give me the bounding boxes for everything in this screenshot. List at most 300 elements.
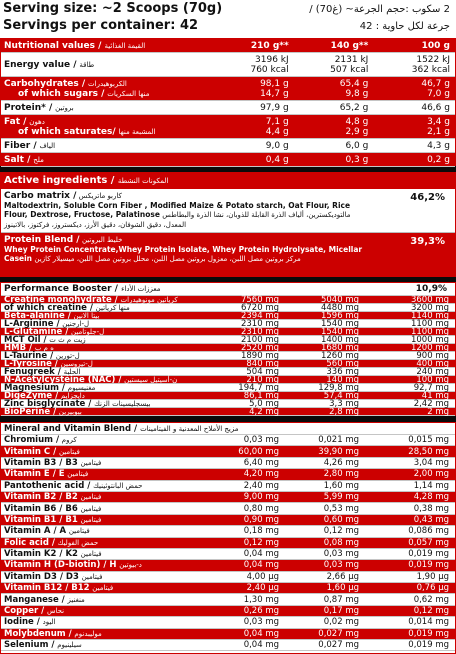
- ingredient-value: 1890 mg: [240, 350, 279, 361]
- carbo-name: Carbo matrix /: [4, 191, 77, 201]
- ingredient-value: 2100 mg: [240, 334, 279, 345]
- ingredient-name: N-Acétylcystéine (NAC) /: [4, 374, 122, 385]
- protein-pct: 39,3%: [410, 236, 445, 247]
- ingredient-value: 2,66 µg: [326, 571, 359, 582]
- value-line: 1522 kJ: [416, 54, 450, 65]
- ingredient-name: Pantothenic acid /: [4, 480, 91, 491]
- ingredient-value: 5040 mg: [320, 294, 359, 305]
- ingredient-value: 0,027 mg: [318, 640, 359, 651]
- ingredient-value: 1400 mg: [320, 334, 359, 345]
- ingredient-value: 1680 mg: [320, 342, 359, 353]
- value-line: 0,4 g: [265, 154, 289, 165]
- ingredient-label: [1, 538, 196, 548]
- ingredient-row: [1, 538, 455, 549]
- ingredient-label: [1, 504, 196, 514]
- nutrition-value: [294, 141, 374, 151]
- ingredient-name-ar: موليبدنوم: [74, 629, 102, 638]
- nutrition-value: [373, 55, 455, 75]
- value-line: 3,4 g: [427, 116, 450, 127]
- nutrient-name-ar: طاقة: [79, 60, 95, 69]
- ingredient-value: 0,015 mg: [408, 435, 449, 446]
- ingredient-name-ar: بيسجليسينات الزنك: [94, 399, 151, 408]
- ingredient-value: 7560 mg: [240, 294, 279, 305]
- nutrition-value: [373, 79, 455, 99]
- nutrition-row: [1, 139, 455, 153]
- sub-value: 4,4 g: [265, 126, 289, 137]
- minerals-title: Mineral and Vitamin Blend /: [4, 423, 138, 434]
- ingredient-name: Vitamin B6 / B6: [4, 503, 78, 514]
- ingredient-value: 92,7 mg: [413, 382, 449, 393]
- ingredient-label: [1, 560, 196, 570]
- ingredient-value: 2394 mg: [240, 310, 279, 321]
- value-line: 7,1 g: [265, 116, 289, 127]
- ingredient-name-ar: مغنيسيوم: [67, 383, 96, 392]
- ingredient-name: Vitamin K2 / K2: [4, 549, 78, 560]
- ingredient-name: Vitamin C /: [4, 446, 57, 457]
- ingredient-name: Folic acid /: [4, 537, 55, 548]
- ingredient-name-ar: فيتامين: [58, 447, 80, 456]
- ingredient-value: 1,60 µg: [326, 583, 359, 594]
- ingredient-row: [1, 481, 455, 492]
- ingredient-label: [1, 469, 196, 479]
- ingredient-value: 100 mg: [416, 374, 449, 385]
- ingredient-label: [1, 492, 196, 502]
- ingredient-value: 0,04 mg: [243, 560, 279, 571]
- nutrition-head: Nutritional values / القيمة الغذائية 210 g** 140 g** 100 g: [1, 39, 455, 53]
- ingredient-value: 9,00 mg: [243, 492, 279, 503]
- protein-name: Protein Blend /: [4, 235, 80, 245]
- ingredient-value: 2,80 mg: [323, 469, 359, 480]
- ingredient-value: 0,021 mg: [318, 435, 359, 446]
- nutrition-label: [1, 79, 214, 99]
- ingredient-name-ar: فيتامين: [80, 458, 102, 467]
- ingredient-row: [1, 572, 455, 583]
- ingredient-row: [1, 617, 455, 628]
- ingredient-value: 0,38 mg: [413, 503, 449, 514]
- nutrition-value: [214, 155, 294, 165]
- value-line: 2131 kJ: [334, 54, 369, 65]
- nutrition-value: [214, 141, 294, 151]
- ingredient-row: [1, 469, 455, 480]
- col-100g: 100 g: [421, 40, 450, 51]
- ingredient-name-ar: نحاس: [46, 607, 65, 616]
- ingredient-value: 0,26 mg: [243, 606, 279, 617]
- ingredient-value: 2310 mg: [240, 318, 279, 329]
- ingredient-value: 3600 mg: [410, 294, 449, 305]
- ingredient-value: 1140 mg: [410, 310, 449, 321]
- ingredient-value: 28,50 mg: [408, 446, 449, 457]
- ingredient-name: L-Glutamine /: [4, 326, 69, 337]
- sub-value: 9,8 g: [345, 88, 369, 99]
- ingredient-value: 1540 mg: [320, 326, 359, 337]
- ingredient-value: 0,019 mg: [408, 628, 449, 639]
- ingredient-value: 1000 mg: [410, 334, 449, 345]
- carbo-desc-ar: مالتوديكسترين، ألياف الذرة القابلة للذوبان، نشا الذرة والبطاطس المعدل، دقيق الشوفان، دقيق الأرز، ديكستروز، فركتوز، بالاتينوز: [4, 211, 351, 229]
- value-line: 0,2 g: [427, 154, 450, 165]
- ingredient-label: [1, 458, 196, 468]
- ingredient-name: Beta-alanine /: [4, 310, 71, 321]
- ingredient-name-ar: فيتامين: [81, 572, 103, 581]
- ingredient-value: 0,12 mg: [323, 526, 359, 537]
- nutrition-label: [1, 155, 214, 165]
- performance-booster: [0, 282, 456, 416]
- ingredient-value: 4,00 µg: [246, 571, 279, 582]
- ingredient-value: 1260 mg: [320, 350, 359, 361]
- ingredient-value: 1,60 mg: [323, 480, 359, 491]
- minerals-head: [1, 423, 455, 435]
- ingredient-name-ar: ل-جلوتامين: [71, 327, 105, 336]
- ingredient-value: 5,99 mg: [323, 492, 359, 503]
- ingredient-value: 2,40 mg: [243, 480, 279, 491]
- value-line: 0,3 g: [345, 154, 369, 165]
- carbo-pct: 46,2%: [410, 192, 445, 203]
- ingredient-value: 0,04 mg: [243, 640, 279, 651]
- nutrition-label: [1, 141, 214, 151]
- value-line: 46,7 g: [421, 78, 450, 89]
- ingredient-name-ar: فيتامين: [92, 584, 114, 593]
- nutrition-value: [294, 55, 374, 75]
- ingredient-value: 560 mg: [326, 358, 359, 369]
- serving-size: Serving size: ~2 Scoops (70g): [3, 1, 223, 16]
- ingredient-value: 1200 mg: [410, 342, 449, 353]
- ingredient-value: 0,019 mg: [408, 560, 449, 571]
- ingredient-value: 0,02 mg: [323, 617, 359, 628]
- booster-title-ar: معززات الأداء: [121, 285, 161, 293]
- ingredient-value: 0,60 mg: [323, 514, 359, 525]
- mineral-vitamin-blend: [0, 422, 456, 654]
- ingredient-value: 1596 mg: [320, 310, 359, 321]
- ingredient-name: Iodine /: [4, 617, 40, 628]
- ingredient-name-ar: كرياتين مونوهيدرات: [120, 295, 178, 304]
- ingredient-name: Manganese /: [4, 594, 65, 605]
- ingredient-label: [1, 407, 196, 417]
- value-line: 46,6 g: [421, 102, 450, 113]
- ingredient-value: 2,42 mg: [413, 398, 449, 409]
- ingredient-value: 194,7 mg: [238, 382, 279, 393]
- ingredient-value: 840 mg: [246, 358, 279, 369]
- nutrition-row: [1, 53, 455, 77]
- nutrition-value: [294, 103, 374, 113]
- ingredient-name-ar: اليود: [42, 618, 56, 627]
- ingredient-name-ar: ل-ارجنين: [62, 319, 90, 328]
- ingredient-name: Vitamin E / E: [4, 469, 65, 480]
- nutrient-name: Salt /: [4, 154, 31, 165]
- booster-rows: [1, 296, 455, 416]
- ingredient-value: 0,76 µg: [416, 583, 449, 594]
- ingredient-value: 0,03 mg: [323, 560, 359, 571]
- ingredient-row: [1, 515, 455, 526]
- ingredient-row: [1, 526, 455, 537]
- nutrient-name: Fat /: [4, 116, 27, 127]
- ingredient-value: 504 mg: [246, 366, 279, 377]
- ingredient-name: of which creatine /: [4, 302, 93, 313]
- sub-value: 14,7 g: [260, 88, 289, 99]
- minerals-title-ar: مزيج الأملاح المعدنية و الفيتامينات: [140, 424, 239, 433]
- ingredient-value: 39,90 mg: [318, 446, 359, 457]
- value-line: 98,1 g: [260, 78, 289, 89]
- nutrition-value: [294, 79, 374, 99]
- ingredient-value: 0,08 mg: [323, 537, 359, 548]
- nutrition-value: [373, 117, 455, 137]
- ingredient-value: 2,40 µg: [246, 583, 279, 594]
- ingredient-name-ar: كروم: [61, 436, 77, 445]
- ingredient-value: 0,43 mg: [413, 514, 449, 525]
- nutrition-rows: [1, 53, 455, 167]
- nutrient-name-ar: دهون: [29, 117, 45, 126]
- ingredient-value: 0,04 mg: [243, 628, 279, 639]
- ingredient-value: 2,8 mg: [329, 406, 359, 417]
- protein-desc: Whey Protein Concentrate,Whey Protein Isolate, Whey Protein Hydrolysate, Micellar Casein: [4, 245, 363, 263]
- ingredient-name-ar: منغنيز: [67, 595, 85, 604]
- ingredient-value: 3200 mg: [410, 302, 449, 313]
- ingredient-name: Vitamin B1 / B1: [4, 514, 78, 525]
- ingredient-value: 2520 mg: [240, 342, 279, 353]
- booster-title: Performance Booster /: [4, 284, 118, 294]
- ingredient-value: 1,90 µg: [416, 571, 449, 582]
- nutrient-name: Energy value /: [4, 59, 77, 70]
- nutrition-value: [373, 103, 455, 113]
- ingredient-name: MCT Oil /: [4, 334, 47, 345]
- servings-per-container: Servings per container: 42: [3, 18, 199, 33]
- ingredient-value: 6720 mg: [240, 302, 279, 313]
- ingredient-value: 0,53 mg: [323, 503, 359, 514]
- ingredient-name: Zinc bisglycinate /: [4, 398, 92, 409]
- ingredient-value: 0,80 mg: [243, 503, 279, 514]
- carbo-matrix: [1, 189, 455, 233]
- value-line: 3196 kJ: [255, 54, 289, 65]
- ingredient-name: Vitamin B3 / B3: [4, 457, 78, 468]
- ingredient-value: 0,019 mg: [408, 640, 449, 651]
- serving-header: [0, 0, 456, 38]
- ingredient-value: 1100 mg: [410, 318, 449, 329]
- ingredient-value: 400 mg: [416, 358, 449, 369]
- ingredient-name: Vitamin H (D-biotin) / H: [4, 560, 117, 571]
- ingredient-value: 3,3 mg: [329, 398, 359, 409]
- ingredient-value: 5,0 mg: [249, 398, 279, 409]
- ingredient-name-ar: الحلبة: [63, 367, 81, 376]
- ingredient-value: 0,17 mg: [323, 606, 359, 617]
- value-line: 97,9 g: [260, 102, 289, 113]
- ingredient-name: HMB /: [4, 342, 33, 353]
- ingredient-value: 140 mg: [326, 374, 359, 385]
- nutrition-table: [0, 38, 456, 166]
- ingredient-name: L-Tyrosine /: [4, 358, 58, 369]
- ingredient-value: 1,30 mg: [243, 594, 279, 605]
- ingredient-label: [1, 617, 196, 627]
- ingredient-name-ar: دايجزايم: [60, 391, 85, 400]
- ingredient-name-ar: حمض الفوليك: [57, 538, 99, 547]
- ingredient-value: 2 mg: [427, 406, 449, 417]
- nutrient-name-ar: الكربوهيدرات: [88, 79, 127, 88]
- ingredient-value: 0,12 mg: [243, 537, 279, 548]
- col-210g: 210 g**: [250, 40, 289, 51]
- nutrient-name: Fiber /: [4, 140, 37, 151]
- nutrition-value: [214, 103, 294, 113]
- nutrition-label: [1, 103, 214, 113]
- ingredient-value: 1540 mg: [320, 318, 359, 329]
- ingredient-name: L-Taurine /: [4, 350, 54, 361]
- ingredient-name: Fenugreek /: [4, 366, 61, 377]
- ingredient-name-ar: ل-تيروسين: [60, 359, 93, 368]
- protein-name-ar: خليط البروتين: [81, 236, 123, 244]
- ingredient-value: 57,4 mg: [323, 390, 359, 401]
- active-title-ar: المكونات النشطة: [117, 177, 169, 185]
- ingredient-value: 0,90 mg: [243, 514, 279, 525]
- ingredient-value: 6,40 mg: [243, 457, 279, 468]
- ingredient-name-ar: منها كرياتين: [95, 303, 130, 312]
- ingredient-value: 0,03 mg: [323, 549, 359, 560]
- ingredient-value: 41 mg: [421, 390, 449, 401]
- col-140g: 140 g**: [330, 40, 369, 51]
- ingredient-row: [1, 640, 455, 651]
- sub-value: 7,0 g: [427, 88, 450, 99]
- sub-value: 2,1 g: [427, 126, 450, 137]
- nutrient-name: Carbohydrates /: [4, 78, 86, 89]
- ingredient-name-ar: حمض البانتوثينيك: [93, 481, 143, 490]
- minerals-rows: [1, 435, 455, 651]
- ingredient-name: Chromium /: [4, 435, 60, 446]
- active-ingredients: [0, 172, 456, 277]
- sub-nutrient-ar: المشبعة منها: [118, 127, 156, 136]
- ingredient-row: [1, 560, 455, 571]
- ingredient-name-ar: بيوبيرين: [58, 407, 82, 416]
- nutrition-value: [373, 141, 455, 151]
- ingredient-value: 0,014 mg: [408, 617, 449, 628]
- nutrition-title-ar: القيمة الغذائية: [104, 41, 146, 50]
- ingredient-value: 4,28 mg: [413, 492, 449, 503]
- ingredient-row: [1, 492, 455, 503]
- ingredient-name-ar: زيت م ث ت: [49, 335, 86, 344]
- ingredient-name-ar: فيتامين: [80, 493, 102, 502]
- ingredient-value: 0,027 mg: [318, 628, 359, 639]
- ingredient-value: 2310 mg: [240, 326, 279, 337]
- ingredient-value: 60,00 mg: [238, 446, 279, 457]
- ingredient-value: 0,086 mg: [408, 526, 449, 537]
- ingredient-value: 0,12 mg: [413, 606, 449, 617]
- nutrition-value: [294, 155, 374, 165]
- nutrient-name-ar: ملح: [33, 155, 44, 164]
- nutrition-value: [214, 55, 294, 75]
- value-line-2: 760 kcal: [250, 64, 289, 75]
- value-line-2: 507 kcal: [330, 64, 369, 75]
- nutrition-row: [1, 115, 455, 139]
- ingredient-value: 0,87 mg: [323, 594, 359, 605]
- ingredient-value: 0,057 mg: [408, 537, 449, 548]
- ingredient-label: [1, 481, 196, 491]
- ingredient-name: Vitamin D3 / D3: [4, 571, 79, 582]
- ingredient-label: [1, 572, 196, 582]
- ingredient-value: 3,04 mg: [413, 457, 449, 468]
- ingredient-label: [1, 447, 196, 457]
- ingredient-name-ar: فيتامين: [67, 470, 89, 479]
- ingredient-row: [1, 435, 455, 446]
- ingredient-name-ar: ه م ب: [34, 343, 54, 352]
- protein-desc-ar: مركز بروتين مصل اللبن، معزول بروتين مصل اللبن، محلل بروتين مصل اللبن، ميسيلار كازين: [34, 255, 301, 263]
- ingredient-row: [1, 458, 455, 469]
- ingredient-value: 4480 mg: [320, 302, 359, 313]
- ingredient-name: BioPerine /: [4, 406, 57, 417]
- ingredient-row: [1, 549, 455, 560]
- value-line: 9,0 g: [265, 140, 289, 151]
- nutrient-name-ar: بروتين: [55, 103, 74, 112]
- value-line: 65,4 g: [339, 78, 369, 89]
- ingredient-row: [1, 629, 455, 640]
- ingredient-name-ar: فيتامين: [80, 504, 102, 513]
- nutrition-row: [1, 77, 455, 101]
- ingredient-label: [1, 640, 196, 650]
- ingredient-value: 2,00 mg: [413, 469, 449, 480]
- ingredient-value: 1,14 mg: [413, 480, 449, 491]
- protein-blend: [1, 233, 455, 276]
- ingredient-label: [1, 526, 196, 536]
- ingredient-value: 0,04 mg: [243, 549, 279, 560]
- carbo-name-ar: كاربو ماتريكس: [78, 192, 122, 200]
- ingredient-value: 86,1 mg: [243, 390, 279, 401]
- ingredient-value: 4,26 mg: [323, 457, 359, 468]
- ingredient-name-ar: فيتامين: [80, 515, 102, 524]
- ingredient-name: L-Arginine /: [4, 318, 60, 329]
- sub-nutrient-ar: منها السكريات: [107, 89, 150, 98]
- ingredient-name-ar: سيلينيوم: [57, 641, 82, 650]
- ingredient-value: 129,8 mg: [318, 382, 359, 393]
- ingredient-name: Vitamin A / A: [4, 526, 67, 537]
- ingredient-value: 0,03 mg: [243, 617, 279, 628]
- ingredient-row: [1, 503, 455, 514]
- ingredient-value: 0,62 mg: [413, 594, 449, 605]
- ingredient-name-ar: ن-أسيتيل سيستين: [124, 375, 178, 384]
- value-line: 65,2 g: [339, 102, 369, 113]
- nutrition-row: [1, 153, 455, 167]
- ingredient-label: [1, 435, 196, 445]
- active-title: [1, 173, 455, 189]
- ingredient-value: 240 mg: [416, 366, 449, 377]
- nutrition-value: [373, 155, 455, 165]
- value-line-2: 362 kcal: [411, 64, 450, 75]
- active-title-text: Active ingredients /: [4, 175, 115, 186]
- sub-value: 2,9 g: [345, 126, 369, 137]
- ingredient-name: Vitamin B12 / B12: [4, 583, 90, 594]
- booster-pct: 10,9%: [415, 284, 447, 294]
- ingredient-row: [1, 594, 455, 605]
- ingredient-name-ar: د-بيوتين: [119, 561, 142, 570]
- ingredient-name-ar: بيتا الانين: [73, 311, 100, 320]
- nutrition-value: [214, 79, 294, 99]
- servings-ar: جرعة لكل حاوية : 42: [359, 21, 450, 32]
- carbo-desc: Maltodextrin, Soluble Corn Fiber , Modified Maize & Potato starch, Oat Flour, Rice Flour, Dextrose, Fructose, Palatinose: [4, 201, 351, 219]
- ingredient-name-ar: فيتامين: [68, 527, 90, 536]
- ingredient-label: [1, 583, 196, 593]
- value-line: 4,3 g: [427, 140, 450, 151]
- serving-size-ar: / (70غ) ~2 سكوب :حجم الجرعة: [309, 4, 450, 15]
- ingredient-row: [1, 446, 455, 457]
- sub-nutrient-name: of which sugars /: [18, 88, 105, 99]
- ingredient-label: [1, 549, 196, 559]
- nutrition-value: [214, 117, 294, 137]
- ingredient-label: [1, 629, 196, 639]
- ingredient-label: [1, 515, 196, 525]
- ingredient-name: DigeZyme /: [4, 390, 59, 401]
- ingredient-value: 0,03 mg: [243, 435, 279, 446]
- ingredient-label: [1, 606, 196, 616]
- ingredient-name: Creatine monohydrate /: [4, 294, 118, 305]
- ingredient-label: [1, 595, 196, 605]
- nutrition-row: [1, 101, 455, 115]
- ingredient-name-ar: ل-تورين: [55, 351, 80, 360]
- value-line: 6,0 g: [345, 140, 369, 151]
- ingredient-name: Vitamin B2 / B2: [4, 492, 78, 503]
- ingredient-name: Molybdenum /: [4, 628, 72, 639]
- nutrition-label: [1, 60, 214, 70]
